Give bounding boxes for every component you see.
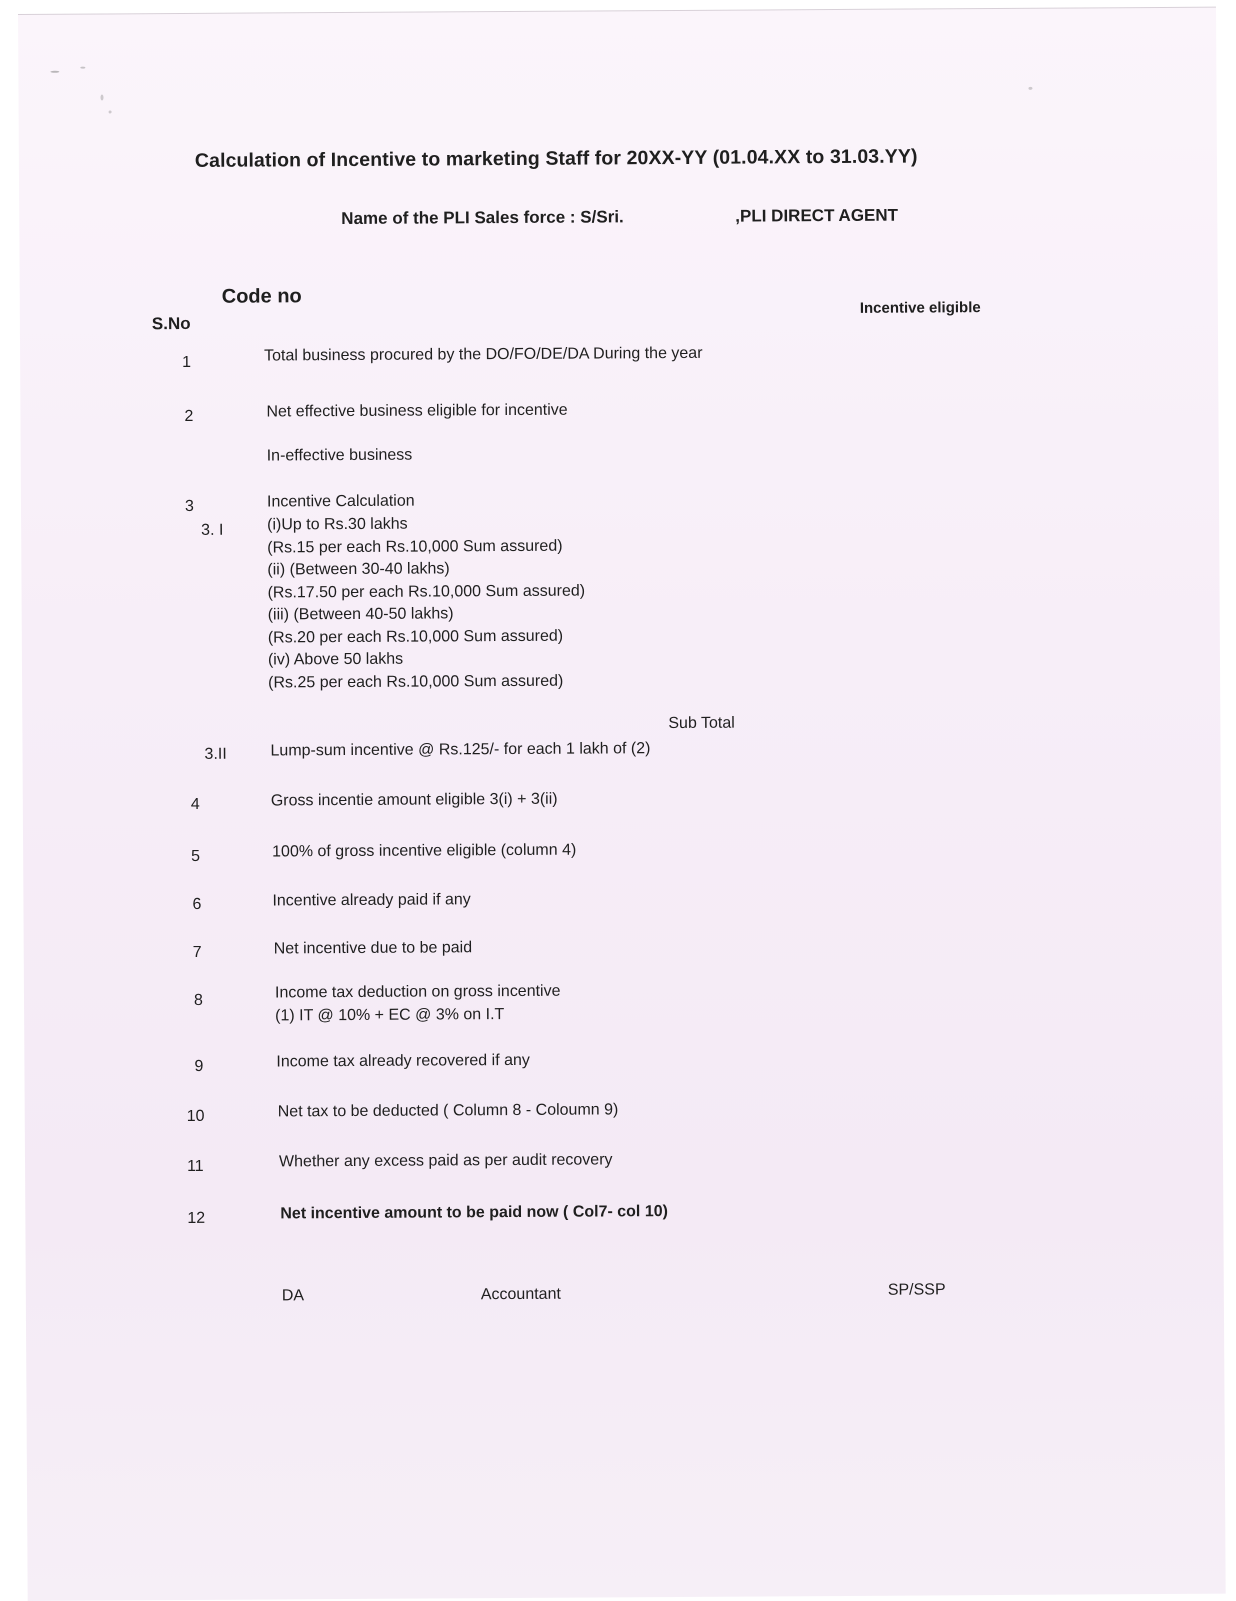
slab-line: (iii) (Between 40-50 lakhs) <box>267 605 454 624</box>
row-number: 4 <box>190 795 200 813</box>
row-text: Gross incentie amount eligible 3(i) + 3(ii) <box>270 790 558 810</box>
row-number: 2 <box>184 407 194 425</box>
row-text: Net incentive due to be paid <box>273 939 473 958</box>
row-number: 7 <box>192 943 202 961</box>
row-text: Income tax deduction on gross incentive <box>274 982 561 1002</box>
scan-speck <box>109 110 112 113</box>
row-text: 100% of gross incentive eligible (column 4) <box>272 841 577 861</box>
slab-line: (Rs.17.50 per each Rs.10,000 Sum assured) <box>267 582 586 601</box>
document-title: Calculation of Incentive to marketing Staff for 20XX-YY (01.04.XX to 31.03.YY) <box>194 145 918 172</box>
agent-type-label: ,PLI DIRECT AGENT <box>735 205 899 226</box>
row-number: 8 <box>193 991 203 1009</box>
slab-line: (ii) (Between 30-40 lakhs) <box>267 560 450 579</box>
sales-force-name-label: Name of the PLI Sales force : S/Sri. <box>341 207 624 229</box>
scan-speck <box>1028 87 1032 90</box>
scan-speck <box>100 94 103 100</box>
incentive-eligible-header: Incentive eligible <box>859 299 981 317</box>
row-text: Incentive already paid if any <box>272 891 471 910</box>
net-incentive-row-text: Net incentive amount to be paid now ( Col7- col 10) <box>280 1203 668 1223</box>
scan-speck <box>80 67 85 69</box>
sub-total-label: Sub Total <box>668 714 735 733</box>
signature-accountant: Accountant <box>480 1285 561 1304</box>
row-number: 6 <box>192 895 202 913</box>
row-text: Incentive Calculation <box>266 492 415 511</box>
row-text-sub: (1) IT @ 10% + EC @ 3% on I.T <box>275 1006 505 1025</box>
row-text: Income tax already recovered if any <box>276 1051 530 1071</box>
slab-line: (Rs.20 per each Rs.10,000 Sum assured) <box>267 627 564 646</box>
row-text: Lump-sum incentive @ Rs.125/- for each 1 lakh of (2) <box>270 740 651 760</box>
row-text: Net effective business eligible for incentive <box>266 401 568 421</box>
row-number: 3 <box>184 497 194 515</box>
slab-line: (i)Up to Rs.30 lakhs <box>267 515 408 534</box>
row-number: 12 <box>187 1209 206 1227</box>
row-number: 9 <box>194 1057 204 1075</box>
row-text: Total business procured by the DO/FO/DE/DA During the year <box>264 344 703 365</box>
scan-speck <box>50 71 59 73</box>
row-number: 10 <box>186 1107 205 1125</box>
slab-line: (Rs.15 per each Rs.10,000 Sum assured) <box>267 537 563 556</box>
row-text: In-effective business <box>266 446 413 465</box>
signature-sp-ssp: SP/SSP <box>887 1281 946 1299</box>
row-number: 11 <box>186 1157 204 1175</box>
row-number: 1 <box>182 353 192 372</box>
slab-line: (iv) Above 50 lakhs <box>267 650 404 669</box>
row-text: Net tax to be deducted ( Column 8 - Coloumn 9) <box>277 1101 619 1121</box>
row-number: 5 <box>191 847 201 865</box>
slab-line: (Rs.25 per each Rs.10,000 Sum assured) <box>268 672 564 691</box>
sno-header: S.No <box>151 313 191 334</box>
signature-da: DA <box>281 1287 305 1305</box>
row-number: 3.II <box>204 745 227 763</box>
row-text: Whether any excess paid as per audit recovery <box>278 1151 613 1171</box>
document-page <box>18 7 1226 1601</box>
code-no-label: Code no <box>221 285 302 308</box>
row-number: 3. I <box>201 521 224 539</box>
